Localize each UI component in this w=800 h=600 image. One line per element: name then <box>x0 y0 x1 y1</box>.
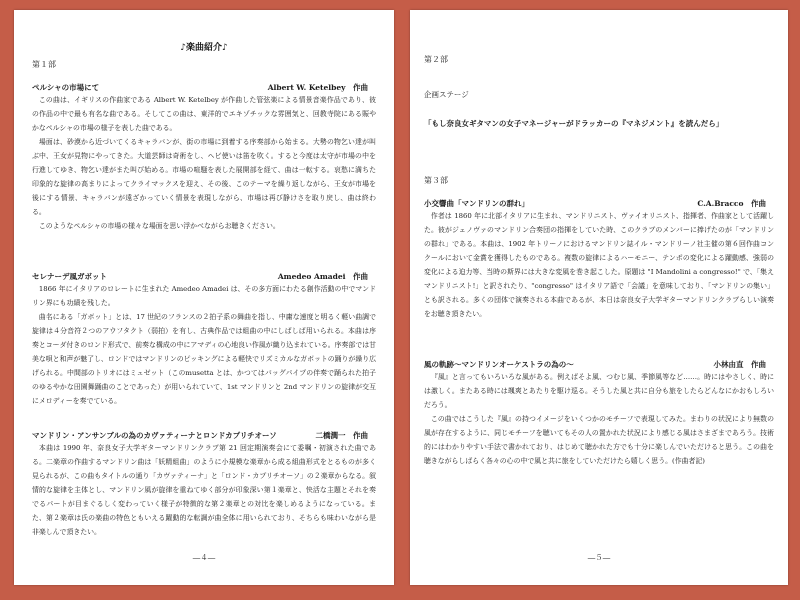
piece-paragraph: 1866 年にイタリアのロレートに生まれた Amedeo Amadei は、その多方面にわたる創作活動の中でマンドリン界にも功績を残した。 <box>32 285 376 307</box>
piece-heading <box>32 430 376 441</box>
piece-title: 風の軌跡～マンドリンオーケストラの為の～ <box>424 360 574 369</box>
composer-credit: 小林由直 作曲 <box>713 360 766 369</box>
piece-paragraph: このようなペルシャの市場の様々な場面を思い浮かべながらお聴きください。 <box>38 222 280 230</box>
part2-heading: 第２部 <box>424 55 448 64</box>
piece-title: マンドリン・アンサンブルの為のカヴァティーナとロンドカプリチオーソ <box>32 431 277 440</box>
page-number: ―４― <box>192 553 216 562</box>
piece-title: 小交響曲「マンドリンの群れ」 <box>424 199 529 208</box>
right-page <box>410 10 788 585</box>
piece-title: セレナーデ風ガボット <box>32 272 107 281</box>
composer-credit: 二橋潤一 作曲 <box>315 431 368 440</box>
piece-paragraph: この曲は、イギリスの作曲家である Albert W. Ketelbey が作曲した管弦楽による情景音楽作品であり、彼の作品の中で最も有名な曲である。そしてこの曲は、東洋的でエキゾチックな雰囲気と、回教寺院にある賑やかなペルシャの市場の様子を表した曲である。 <box>32 96 376 132</box>
piece-paragraph: 場面は、砂漠から近づいてくるキャラバンが、街の市場に到着する序奏部から始まる。大勢の物乞い達が叫ぶ中、王女が見物にやってきた。大道芸師は奇術をし、ヘビ使いは笛を吹く。すると今度は太守が市場の中を行進してゆき、物乞い達がまた叫び始める。市場の喧騒を表した展開部を経て、曲は一転する。哀愁に満ちた印象的な旋律の高まりによってクライマックスを迎え、その後、このテーマを繰り返しながら、王女が市場を後にする情景、キャラバンが遠ざかっていく情景を表現しながら、市場は再び静けさを取り戻し、曲は終わる。 <box>32 138 376 216</box>
composer-credit: Albert W. Ketelbey 作曲 <box>267 83 368 92</box>
part3-heading: 第３部 <box>424 176 448 185</box>
program-notes-title: ♪楽曲紹介♪ <box>180 43 228 53</box>
piece-title: ペルシャの市場にて <box>32 83 100 92</box>
stage-label: 企画ステージ <box>424 90 469 99</box>
piece-paragraph: この曲ではこうした『風』の持つイメージをいくつかのモチーフで表現してみた。まわりの状況により無数の風が存在するように、同じモチーフを聴いてもその人の置かれた状況により感じる風はさまざまであろう。技術的にはわかりやすい手法で書かれており、はじめて聴かれた方でも十分に楽しんでいただけると思う。この曲を聴きながらしばらく各々の心の中で風と共に旅をしていただけたら嬉しく思う。(作曲者記) <box>424 415 774 465</box>
piece-paragraph: 曲名にある「ガボット」とは、17 世紀のフランスの２拍子系の舞曲を指し、中庸な速度と明るく軽い曲調で旋律は４分音符２つのアウフタクト（弱拍）を有し、古典作品では組曲の中にしばしば用いられる。本曲は序奏とコーダ付きのロンド形式で、前奏な構成の中にアマディの心地良い作風が織り込まれている。序奏部では甘美な唄と和声が魅了し、ロンドではマンドリンのピッキングによる軽快でリズミカルなガボットの踊りが繰り広げられる。中間部のトリオにはミュゼット（このmusetta とは、かつてはバッグパイプの伴奏で踊られた拍子のゆるやかな田園舞踊曲のことであった）が用いられていて、1st マンドリンと 2nd マンドリンの旋律が交互にメロディーを奏でている。 <box>32 313 376 405</box>
piece-heading <box>424 198 774 209</box>
piece-heading <box>32 82 376 93</box>
stage-title: 「もし奈良女ギタマンの女子マネージャーがドラッカーの『マネジメント』を読んだら」 <box>424 119 724 128</box>
left-page <box>14 10 394 585</box>
piece-paragraph: 『風』と言ってもいろいろな風がある。例えばそよ風、つむじ風、季節風等など……。時にはやさしく、時には激しく。またある時には颯爽とあたりを駆け巡る。そうした風と共に自分も旅をしたらどんなにかおもしろいだろう。 <box>424 373 774 409</box>
composer-credit: Amedeo Amadei 作曲 <box>277 272 368 281</box>
piece-paragraph: 本曲は 1990 年、奈良女子大学ギターマンドリンクラブ第 21 回定期演奏会にて委嘱・初演された曲である。二楽章の作曲するマンドリン曲は「妖精組曲」のように小規模な楽章から成る組曲形式をとるものが多く見られるが、この曲もタイトルの通り「カヴァティーナ」と「ロンド・カプリチオーソ」の２楽章からなる。叙情的な旋律を主体とし、マンドリン風が旋律を重ねてゆく部分が印象深い第１楽章と、快活な主題とそれを奏でるパートが目まぐるしく変わっていく様子が特徴的な第２楽章との対比を楽しめるようになっている。また、第２楽章は氏の楽曲の特色ともいえる躍動的な転調が曲全体に用いられており、そちらも味わいながら是非楽しんで頂きたい。 <box>32 444 376 536</box>
composer-credit: C.A.Bracco 作曲 <box>697 199 766 208</box>
piece-paragraph: 作者は 1860 年に北部イタリアに生まれ、マンドリニスト、ヴァイオリニスト、指揮者、作曲家として活躍した。彼がジェノヴァのマンドリン合奏団の指揮をしていた時、このクラブのメンバーに捧げたのが「マンドリンの群れ」である。本曲は、1902 年トリーノにおけるマンドリン誌イル・マンドリーノ社主催の第６回作曲コンクールにおいて金賞を獲得したものである。複数の旋律によるハーモニー、テンポの変化による躍動感、強弱の変化による迫力等、当時の斯界には大きな変風を巻き起こした。原題は "I Mandolini a congresso!" で、「集えマンドリニスト!」と訳されたり、"congresso" はイタリア語で「会議」を意味しており、「マンドリンの集い」とも訳される。多くの団体で演奏される本曲であるが、本日は奈良女子大学ギターマンドリンクラブらしい演奏をお聴き頂きたい。 <box>424 212 774 318</box>
piece-heading <box>424 359 774 370</box>
page-number: ―５― <box>587 553 611 562</box>
part1-heading: 第１部 <box>32 60 56 69</box>
piece-heading <box>32 271 376 282</box>
